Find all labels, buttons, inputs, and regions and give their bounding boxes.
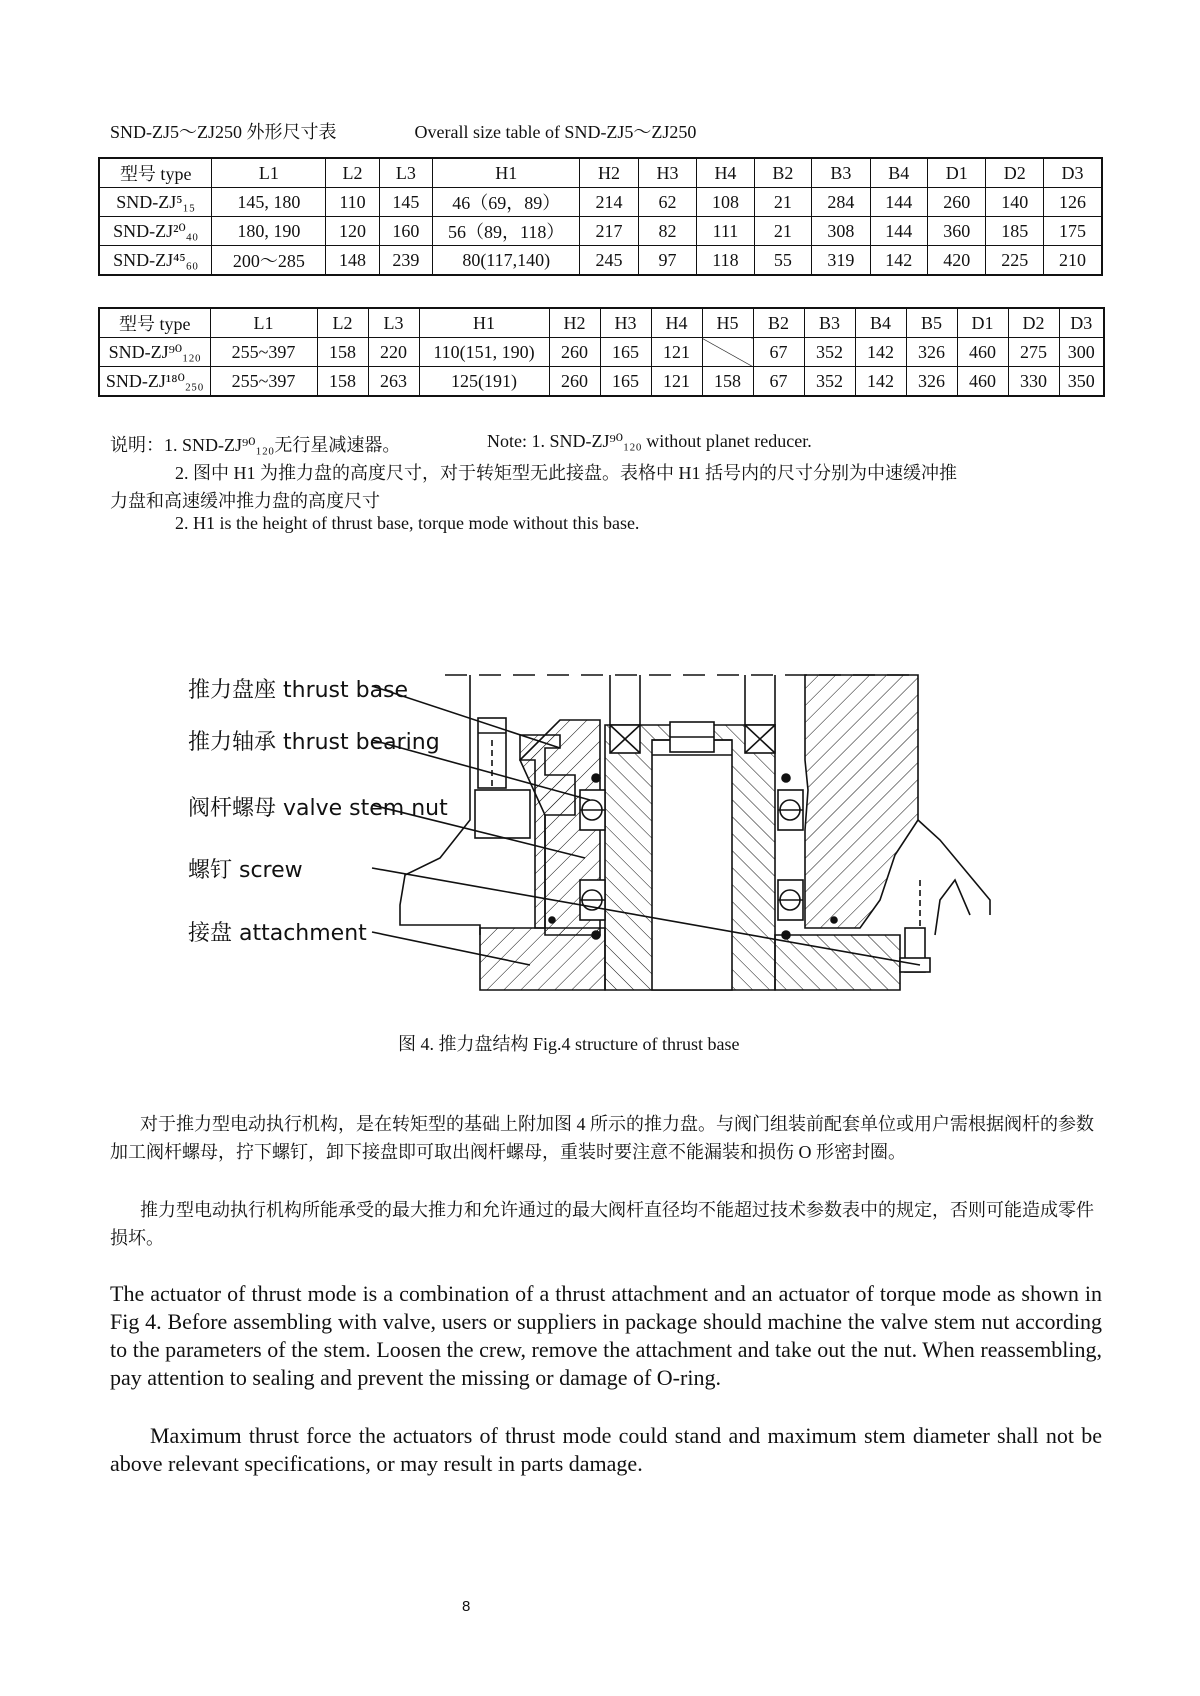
header-cell: H1 [419,308,549,338]
value-cell: 220 [368,338,419,367]
value-cell: 300 [1059,338,1104,367]
value-cell: 62 [638,188,696,217]
value-cell: 82 [638,217,696,246]
value-cell: 108 [697,188,754,217]
paragraph-en-1: The actuator of thrust mode is a combination of a thrust attachment and an actuator of torque mode as shown in Fig 4. Before assembling with valve, users or suppliers in package should machine the valve stem nut according to the parameters of the stem. Loosen the crew, remove the attachment and take out the nut. When reassembling, pay attention to sealing and prevent the missing or damage of O-ring. [110,1281,1102,1390]
callout-screw: 螺钉 screw [188,858,303,883]
page-number: 8 [462,1598,471,1615]
value-cell: 21 [754,188,811,217]
value-cell: 284 [812,188,870,217]
value-cell: 46（69，89） [433,188,580,217]
value-cell: 420 [928,246,986,276]
value-cell: 200～285 [212,246,326,276]
value-cell: 125(191) [419,367,549,397]
value-cell: 120 [326,217,379,246]
value-cell: 67 [753,338,804,367]
value-cell: 56（89，118） [433,217,580,246]
value-cell: 308 [812,217,870,246]
value-cell: 275 [1008,338,1059,367]
value-cell: 239 [379,246,432,276]
header-cell: D1 [928,158,986,188]
value-cell: 255~397 [210,367,317,397]
value-cell: 110(151, 190) [419,338,549,367]
value-cell: 158 [317,338,368,367]
value-cell: 260 [549,338,600,367]
value-cell: 145, 180 [212,188,326,217]
header-cell: L2 [326,158,379,188]
callout-thrust-bearing: 推力轴承 thrust bearing [188,730,440,755]
value-cell: 158 [317,367,368,397]
header-cell: H3 [600,308,651,338]
value-cell: 350 [1059,367,1104,397]
header-cell: D1 [957,308,1008,338]
note-2-en: 2. H1 is the height of thrust base, torque mode without this base. [175,513,640,533]
value-cell: 175 [1043,217,1102,246]
value-cell: 225 [986,246,1043,276]
note-1-cn: 说明：1. SND-ZJ⁹⁰₁₂₀无行星减速器。 [110,435,401,455]
value-cell: 326 [906,338,957,367]
value-cell: 460 [957,338,1008,367]
header-cell: B2 [754,158,811,188]
paragraph-en-2: Maximum thrust force the actuators of thrust mode could stand and maximum stem diameter shall not be above relevant specifications, or may result in parts damage. [110,1423,1102,1476]
note-1-en: Note: 1. SND-ZJ⁹⁰₁₂₀ without planet reducer. [487,431,812,451]
table-caption-en: Overall size table of SND-ZJ5～ZJ250 [414,122,697,142]
value-cell: 142 [855,367,906,397]
value-cell: 145 [379,188,432,217]
value-cell: 121 [651,338,702,367]
value-cell: 217 [580,217,638,246]
value-cell: 80(117,140) [433,246,580,276]
value-cell: 111 [697,217,754,246]
value-cell: 180, 190 [212,217,326,246]
header-cell: H4 [651,308,702,338]
header-cell: B4 [855,308,906,338]
model-cell: SND-ZJ⁹⁰₁₂₀ [99,338,210,367]
header-cell: H4 [697,158,754,188]
paragraph-cn-1: 对于推力型电动执行机构，是在转矩型的基础上附加图 4 所示的推力盘。与阀门组装前配套单位或用户需根据阀杆的参数加工阀杆螺母，拧下螺钉，卸下接盘即可取出阀杆螺母，重装时要注意不能漏装和损伤 O 形密封圈。 [110,1114,1094,1162]
header-cell: H1 [433,158,580,188]
figure-caption: 图 4. 推力盘结构 Fig.4 structure of thrust base [398,1034,740,1054]
value-cell: 121 [651,367,702,397]
callout-attachment: 接盘 attachment [188,921,367,946]
header-cell: L1 [212,158,326,188]
header-cell: D2 [1008,308,1059,338]
value-cell: 214 [580,188,638,217]
note-2-cn-line1: 2. 图中 H1 为推力盘的高度尺寸，对于转矩型无此接盘。表格中 H1 括号内的尺寸分别为中速缓冲推 [175,463,957,483]
header-cell: B3 [812,158,870,188]
callout-valve-stem-nut: 阀杆螺母 valve stem nut [188,796,448,821]
value-cell: 330 [1008,367,1059,397]
header-cell: H2 [580,158,638,188]
value-cell: 21 [754,217,811,246]
model-cell: SND-ZJ²⁰₄₀ [99,217,212,246]
header-cell: D3 [1043,158,1102,188]
value-cell: 144 [870,188,927,217]
header-cell: B3 [804,308,855,338]
header-cell: L3 [368,308,419,338]
value-cell: 97 [638,246,696,276]
value-cell: 160 [379,217,432,246]
header-cell: H2 [549,308,600,338]
value-cell: 140 [986,188,1043,217]
value-cell: 144 [870,217,927,246]
header-cell: 型号 type [99,158,212,188]
value-cell: 165 [600,338,651,367]
value-cell: 352 [804,338,855,367]
table-caption-cn: SND-ZJ5～ZJ250 外形尺寸表 [110,122,337,142]
paragraph-cn-2: 推力型电动执行机构所能承受的最大推力和允许通过的最大阀杆直径均不能超过技术参数表中的规定，否则可能造成零件损坏。 [110,1200,1094,1248]
header-cell: L3 [379,158,432,188]
model-cell: SND-ZJ¹⁸⁰₂₅₀ [99,367,210,397]
model-cell: SND-ZJ⁵₁₅ [99,188,212,217]
value-cell: 55 [754,246,811,276]
note-2-cn-line2: 力盘和高速缓冲推力盘的高度尺寸 [110,491,380,511]
value-cell: 260 [928,188,986,217]
header-cell: B4 [870,158,927,188]
value-cell: 360 [928,217,986,246]
value-cell: 460 [957,367,1008,397]
value-cell: 126 [1043,188,1102,217]
value-cell: 148 [326,246,379,276]
value-cell: 110 [326,188,379,217]
header-cell: L1 [210,308,317,338]
header-cell: D3 [1059,308,1104,338]
header-cell: H3 [638,158,696,188]
value-cell: 319 [812,246,870,276]
value-cell: 118 [697,246,754,276]
value-cell: 263 [368,367,419,397]
header-cell: B5 [906,308,957,338]
value-cell: 165 [600,367,651,397]
value-cell: 185 [986,217,1043,246]
header-cell: H5 [702,308,753,338]
value-cell: 142 [855,338,906,367]
value-cell: 142 [870,246,927,276]
header-cell: D2 [986,158,1043,188]
header-cell: B2 [753,308,804,338]
model-cell: SND-ZJ⁴⁵₆₀ [99,246,212,276]
header-cell: L2 [317,308,368,338]
value-cell: 255~397 [210,338,317,367]
value-cell: 158 [702,367,753,397]
value-cell: 326 [906,367,957,397]
value-cell: 260 [549,367,600,397]
header-cell: 型号 type [99,308,210,338]
value-cell: 245 [580,246,638,276]
value-cell: 67 [753,367,804,397]
value-cell: 352 [804,367,855,397]
value-cell: 210 [1043,246,1102,276]
callout-thrust-base: 推力盘座 thrust base [188,678,409,703]
